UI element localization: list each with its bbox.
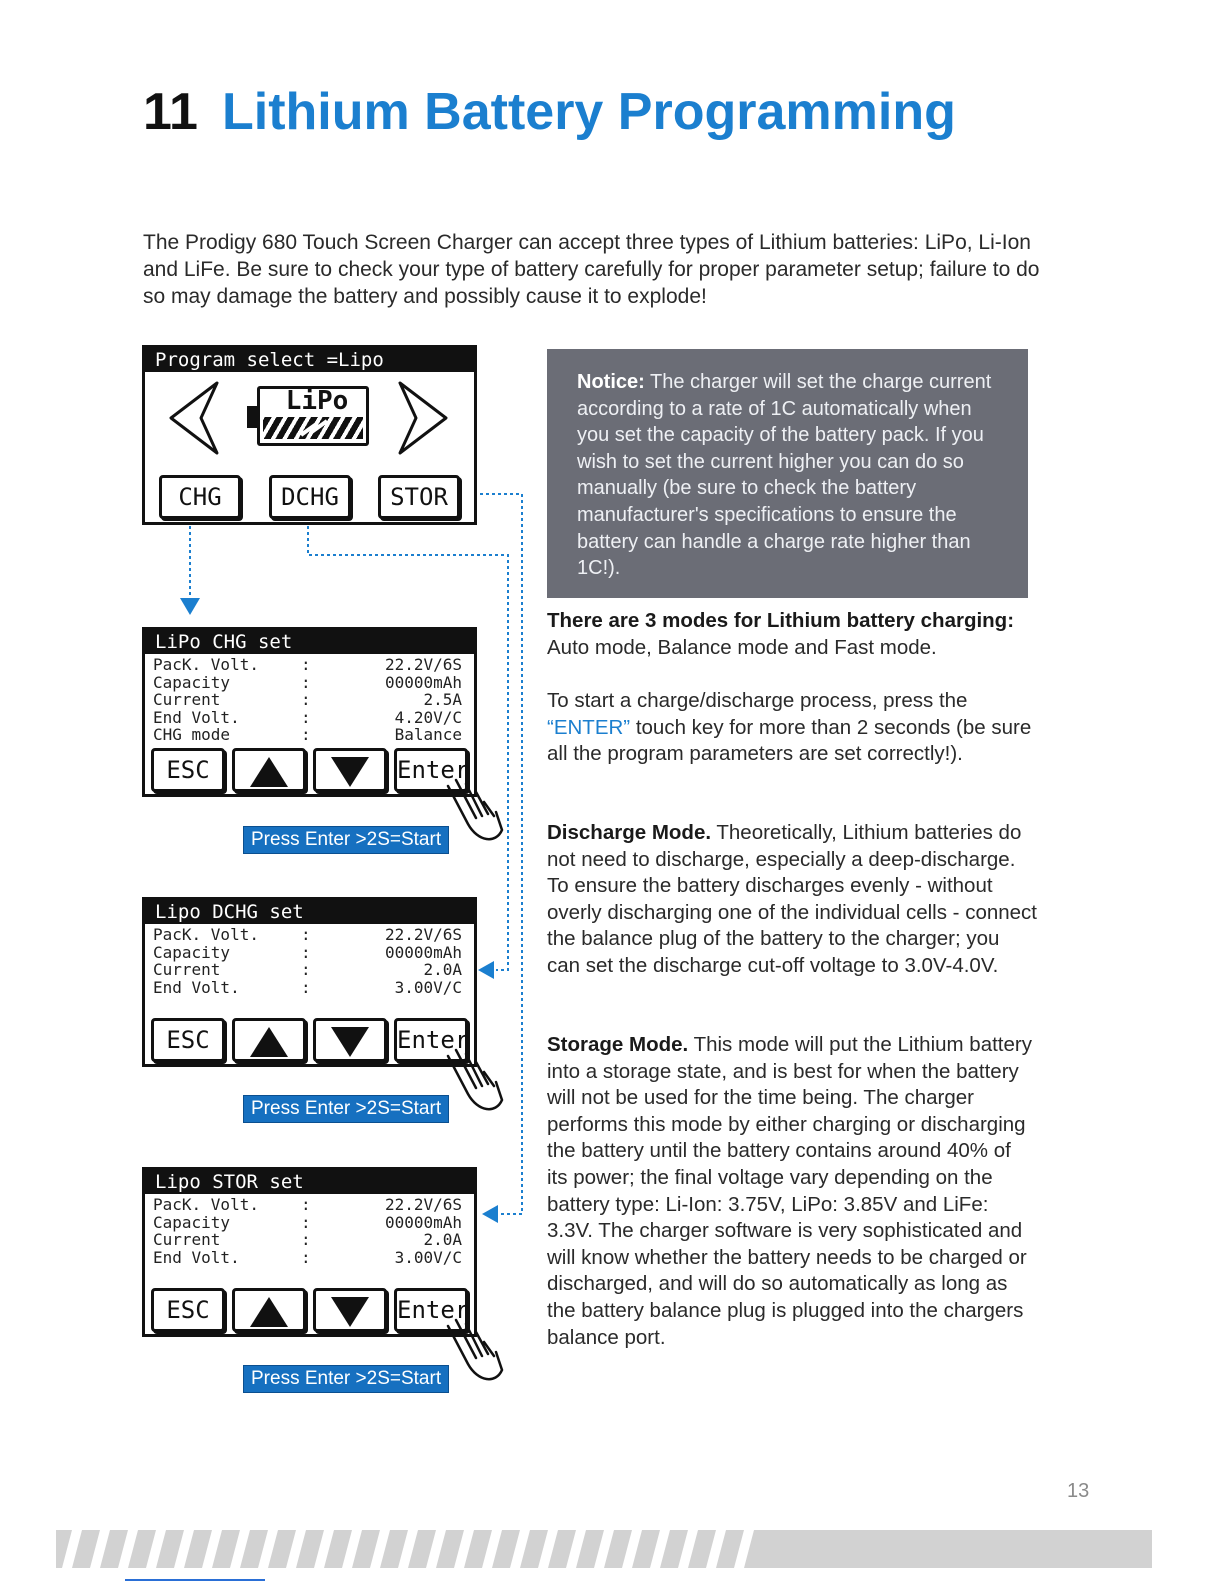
enter-key-highlight: “ENTER” <box>547 715 631 739</box>
hand-pointer-icon <box>438 1312 508 1390</box>
param-list <box>153 656 462 744</box>
param-value: 4.20V/C <box>394 707 462 727</box>
modes-text: Auto mode, Balance mode and Fast mode. <box>547 635 937 659</box>
param-list <box>153 926 462 996</box>
esc-button[interactable]: ESC <box>151 1018 225 1062</box>
notice-box <box>547 349 1028 598</box>
stor-set-screen <box>142 1167 477 1337</box>
param-colon: : <box>301 960 311 979</box>
param-colon: : <box>301 977 311 997</box>
param-colon: : <box>301 725 311 744</box>
param-label: End Volt. <box>153 707 240 727</box>
footer-link-underline <box>125 1579 265 1581</box>
triangle-up-icon <box>250 757 288 787</box>
param-row <box>153 1196 462 1214</box>
battery-icon <box>247 386 371 448</box>
arrow-down-icon <box>180 598 200 615</box>
notice-text: The charger will set the charge current according to a rate of 1C automatically when you set the capacity of the battery pack. If you wish to set the current higher you can do so manually (be sure to check the battery manufacturer's specifications to ensure the battery can handle a charge rate higher than 1C!). <box>577 371 992 580</box>
param-row <box>153 944 462 962</box>
param-label: PacK. Volt. <box>153 1195 259 1214</box>
param-label: PacK. Volt. <box>153 925 259 944</box>
param-colon: : <box>301 655 311 674</box>
param-colon: : <box>301 672 311 692</box>
section-number: 11 <box>143 83 198 141</box>
start-text-post: touch key for more than 2 seconds (be sure all the program parameters are set correctly!). <box>547 715 1032 766</box>
param-colon: : <box>301 1247 311 1267</box>
param-row <box>153 926 462 944</box>
param-colon: : <box>301 690 311 709</box>
param-colon: : <box>301 925 311 944</box>
bolt-icon <box>297 415 331 441</box>
param-value: 2.5A <box>423 690 462 709</box>
down-button[interactable] <box>313 748 387 792</box>
discharge-paragraph <box>547 820 1037 980</box>
screen-title: Program select =Lipo <box>145 348 474 372</box>
param-label: CHG mode <box>153 725 231 744</box>
param-colon: : <box>301 1195 311 1214</box>
param-row <box>153 709 462 727</box>
param-label: End Volt. <box>153 977 240 997</box>
param-colon: : <box>301 1230 311 1249</box>
hand-pointer-icon <box>438 772 508 850</box>
arrow-left-icon <box>478 961 494 979</box>
param-colon: : <box>301 707 311 727</box>
modes-heading: There are 3 modes for Lithium battery charging: <box>547 609 1015 632</box>
param-value: 2.0A <box>423 1230 462 1249</box>
intro-paragraph: The Prodigy 680 Touch Screen Charger can accept three types of Lithium batteries: LiPo, Li-Ion and LiFe. Be sure to check your type of battery carefully for proper parameter setup; failure to do so may damage the battery and possibly cause it to explode! <box>143 231 1040 308</box>
esc-button[interactable]: ESC <box>151 748 225 792</box>
param-label: Current <box>153 1230 221 1249</box>
chevron-left-icon[interactable] <box>157 378 222 458</box>
param-row <box>153 961 462 979</box>
param-list <box>153 1196 462 1266</box>
param-label: Capacity <box>153 672 231 692</box>
battery-label: LiPo <box>285 386 349 416</box>
page-number: 13 <box>1067 1480 1090 1502</box>
param-row <box>153 1214 462 1232</box>
param-value: 22.2V/6S <box>384 655 462 674</box>
param-label: Current <box>153 690 221 709</box>
param-value: 00000mAh <box>384 1212 462 1232</box>
triangle-up-icon <box>250 1027 288 1057</box>
storage-paragraph <box>547 1032 1037 1351</box>
param-row <box>153 691 462 709</box>
chg-set-screen <box>142 627 477 797</box>
param-value: 22.2V/6S <box>384 1195 462 1214</box>
enter-button[interactable]: Enter <box>394 748 468 792</box>
stor-button[interactable]: STOR <box>378 475 460 519</box>
param-colon: : <box>301 942 311 962</box>
param-label: Capacity <box>153 1212 231 1232</box>
param-value: 00000mAh <box>384 672 462 692</box>
param-row <box>153 674 462 692</box>
param-value: Balance <box>394 725 462 744</box>
storage-label: Storage Mode. <box>547 1033 689 1056</box>
param-label: End Volt. <box>153 1247 240 1267</box>
triangle-down-icon <box>331 1027 369 1057</box>
enter-button[interactable]: Enter <box>394 1288 468 1332</box>
screen-title: Lipo DCHG set <box>145 900 474 924</box>
up-button[interactable] <box>232 1288 306 1332</box>
param-label: Capacity <box>153 942 231 962</box>
param-value: 3.00V/C <box>394 977 462 997</box>
param-value: 3.00V/C <box>394 1247 462 1267</box>
down-button[interactable] <box>313 1288 387 1332</box>
enter-button[interactable]: Enter <box>394 1018 468 1062</box>
press-enter-banner: Press Enter >2S=Start <box>243 826 449 854</box>
triangle-down-icon <box>331 1297 369 1327</box>
notice-label: Notice: <box>577 371 645 393</box>
down-button[interactable] <box>313 1018 387 1062</box>
program-select-screen <box>142 345 477 525</box>
esc-button[interactable]: ESC <box>151 1288 225 1332</box>
up-button[interactable] <box>232 1018 306 1062</box>
storage-text: This mode will put the Lithium battery into a storage state, and is best for when the battery will not be used for the time being. The charger performs this mode by either charging or discharging the battery until the battery contains around 40% of its power; the final voltage vary depending on the battery type: Li-Ion: 3.75V, LiPo: 3.85V and LiFe: 3.3V. The charger software is very sophisticated and will know whether the battery needs to be charged or discharged, and will do so automatically as long as the battery balance plug is plugged into the chargers balance port. <box>547 1033 1032 1349</box>
param-row <box>153 656 462 674</box>
param-row <box>153 1249 462 1267</box>
modes-paragraph <box>547 608 1037 661</box>
chevron-right-icon[interactable] <box>395 378 460 458</box>
param-label: Current <box>153 960 221 979</box>
dchg-button[interactable]: DCHG <box>269 475 351 519</box>
triangle-up-icon <box>250 1297 288 1327</box>
start-text-pre: To start a charge/discharge process, press the <box>547 689 968 712</box>
start-paragraph <box>547 688 1037 768</box>
section-title: Lithium Battery Programming <box>221 83 956 141</box>
param-value: 00000mAh <box>384 942 462 962</box>
param-row <box>153 726 462 744</box>
param-value: 2.0A <box>423 960 462 979</box>
chg-button[interactable]: CHG <box>159 475 241 519</box>
discharge-text: Theoretically, Lithium batteries do not need to discharge, especially a deep-discharge. To ensure the battery discharges evenly - without overly discharging one of the individual cells - connect the balance plug of the battery to the charger; you can set the discharge cut-off voltage to 3.0V-4.0V. <box>547 821 1037 977</box>
param-label: PacK. Volt. <box>153 655 259 674</box>
param-colon: : <box>301 1212 311 1232</box>
param-row <box>153 1231 462 1249</box>
dchg-set-screen <box>142 897 477 1067</box>
screen-title: LiPo CHG set <box>145 630 474 654</box>
footer-stripe-bar <box>56 1530 1152 1568</box>
press-enter-banner: Press Enter >2S=Start <box>243 1365 449 1393</box>
hand-pointer-icon <box>438 1042 508 1120</box>
press-enter-banner: Press Enter >2S=Start <box>243 1095 449 1123</box>
param-row <box>153 979 462 997</box>
arrow-left-icon <box>482 1205 498 1223</box>
up-button[interactable] <box>232 748 306 792</box>
screen-title: Lipo STOR set <box>145 1170 474 1194</box>
discharge-label: Discharge Mode. <box>547 821 712 844</box>
param-value: 22.2V/6S <box>384 925 462 944</box>
triangle-down-icon <box>331 757 369 787</box>
